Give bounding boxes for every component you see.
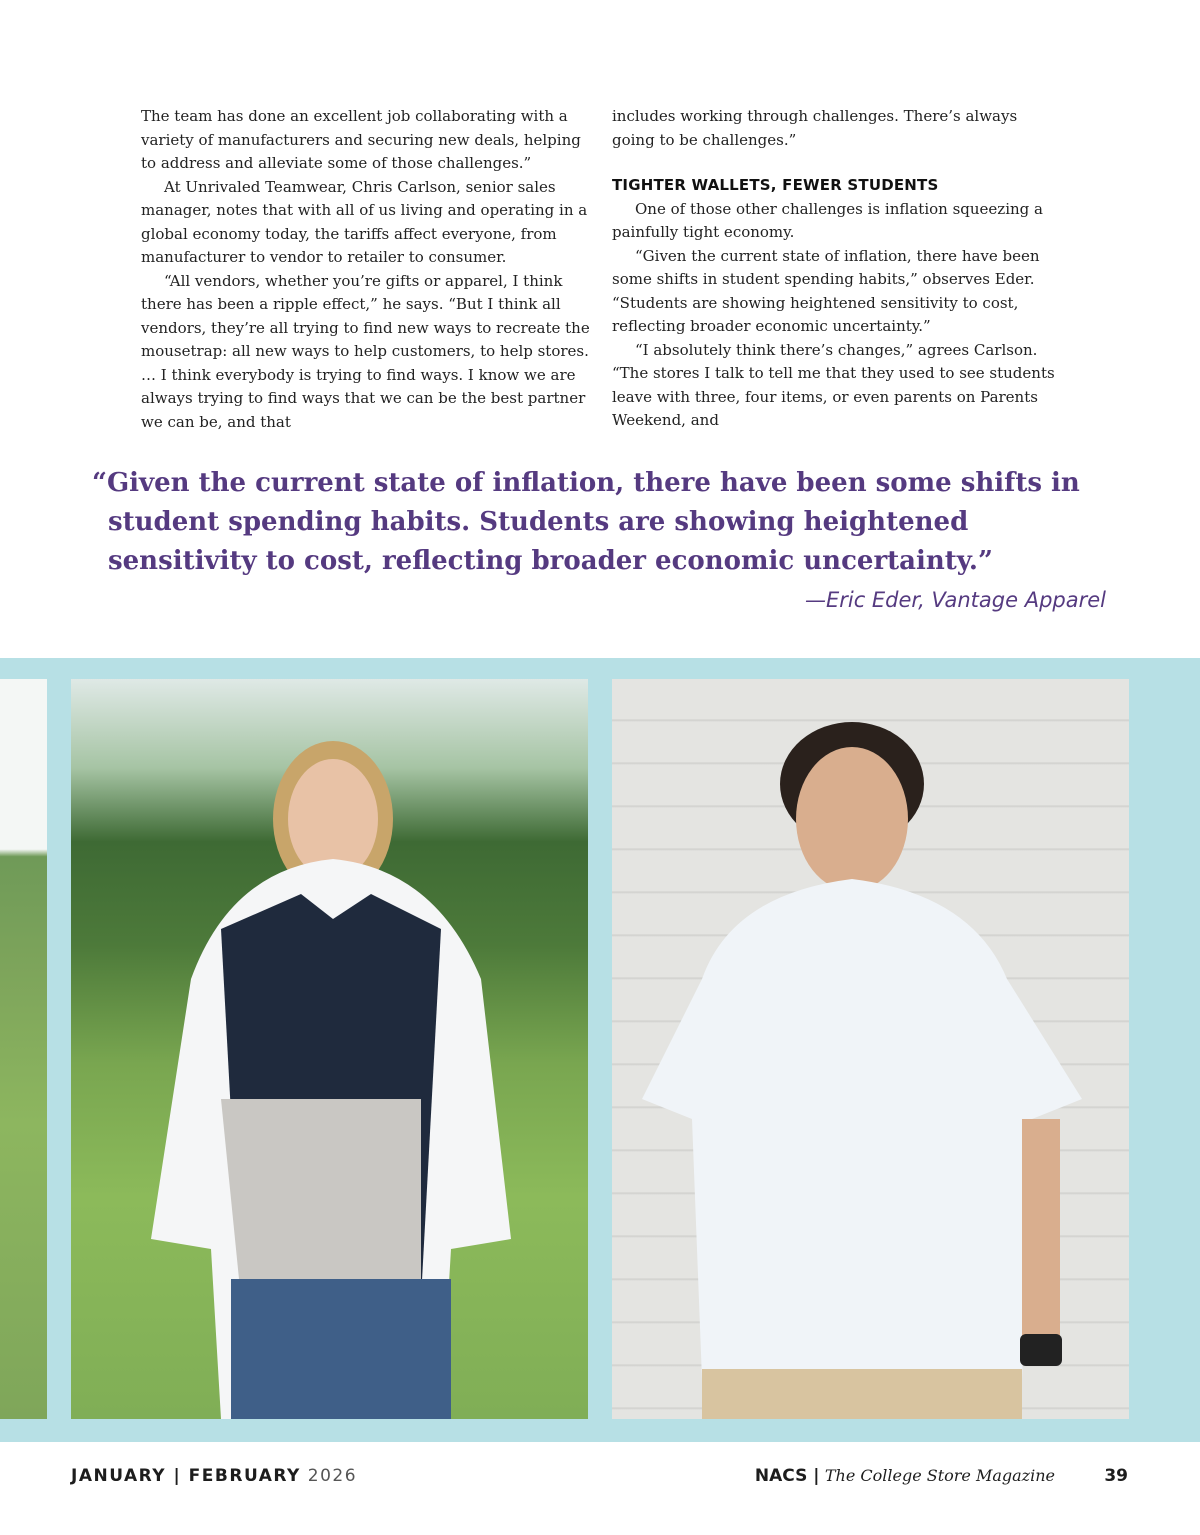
pull-quote-attribution: —Eric Eder, Vantage Apparel <box>804 588 1106 612</box>
paragraph: At Unrivaled Teamwear, Chris Carlson, senior sales manager, notes that with all of us living and operating in a global economy today, the tariffs affect everyone, from manufacturer to vendor to retailer to consumer. <box>141 177 588 266</box>
footer-org: NACS | <box>754 1466 820 1486</box>
photo-man-pitt-polo <box>612 679 1129 1419</box>
photo-woman-gonzaga-vest <box>71 679 588 1419</box>
paragraph: includes working through challenges. There’s always going to be challenges.” <box>612 107 1018 149</box>
paragraph: “All vendors, whether you’re gifts or apparel, I think there has been a ripple effect,” he says. “But I think all vendors, they’re all trying to find new ways to recreate the mousetrap: all new ways to help customers, to help stores. … I think everybody is trying to find ways. I know we are always trying to find ways that we can be the best partner we can be, and that <box>141 271 590 431</box>
footer-issue-year: 2026 <box>307 1466 358 1486</box>
footer-publication <box>755 1466 1055 1486</box>
paragraph: The team has done an excellent job collaborating with a variety of manufacturers and securing new deals, helping to address and alleviate some of those challenges.” <box>141 107 581 172</box>
paragraph: “Given the current state of inflation, there have been some shifts in student spending habits,” observes Eder. “Students are showing heightened sensitivity to cost, reflecting broader economic uncertainty.” <box>612 246 1040 335</box>
woman-figure <box>71 679 588 1419</box>
man-figure <box>612 679 1129 1419</box>
footer-magazine-title: The College Store Magazine <box>824 1466 1055 1485</box>
footer-issue <box>71 1466 357 1486</box>
article-right-column <box>612 105 1057 433</box>
footer-issue-month: JANUARY | FEBRUARY <box>71 1466 301 1486</box>
paragraph: One of those other challenges is inflation squeezing a painfully tight economy. <box>612 199 1043 241</box>
pull-quote: “Given the current state of inflation, there have been some shifts in student spending habits. Students are showing heightened sensitivity to cost, reflecting broader economic uncertainty.” <box>92 468 1080 576</box>
section-heading: TIGHTER WALLETS, FEWER STUDENTS <box>612 176 939 194</box>
photo-cropped-left <box>0 679 47 1419</box>
article-left-column <box>141 105 591 434</box>
paragraph: “I absolutely think there’s changes,” agrees Carlson. “The stores I talk to tell me that they used to see students leave with three, four items, or even parents on Parents Weekend, and <box>612 340 1055 429</box>
page-number: 39 <box>1104 1466 1128 1486</box>
